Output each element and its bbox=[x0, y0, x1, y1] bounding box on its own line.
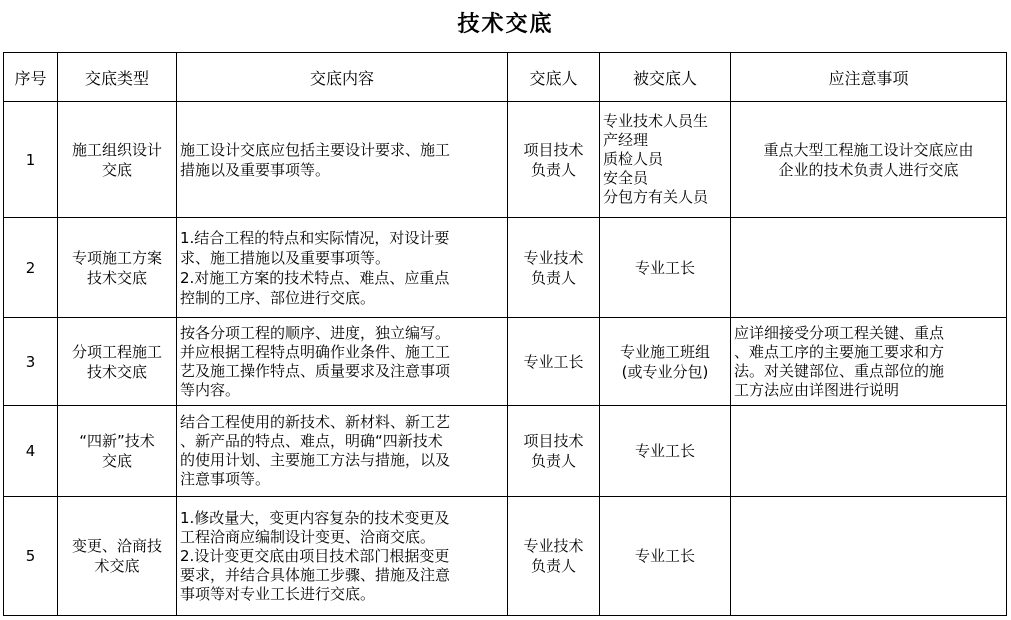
cell-by: 专业工长 bbox=[508, 318, 600, 406]
cell-by: 专业技术 负责人 bbox=[508, 218, 600, 318]
cell-type: “四新”技术 交底 bbox=[58, 406, 177, 497]
header-by: 交底人 bbox=[508, 53, 600, 102]
table-row bbox=[4, 497, 1007, 616]
cell-no: 4 bbox=[4, 406, 58, 497]
cell-type: 专项施工方案 技术交底 bbox=[58, 218, 177, 318]
header-to: 被交底人 bbox=[600, 53, 731, 102]
cell-to: 专业工长 bbox=[600, 218, 731, 318]
header-content: 交底内容 bbox=[177, 53, 508, 102]
table-row bbox=[4, 218, 1007, 318]
cell-to: 专业技术人员生 产经理 质检人员 安全员 分包方有关人员 bbox=[600, 102, 731, 218]
technical-disclosure-table bbox=[3, 52, 1007, 616]
cell-by: 专业技术 负责人 bbox=[508, 497, 600, 616]
cell-notes: 应详细接受分项工程关键、重点 、难点工序的主要施工要求和方 法。对关键部位、重点部位的施 工方法应由详图进行说明 bbox=[731, 318, 1007, 406]
cell-notes bbox=[731, 218, 1007, 318]
header-no: 序号 bbox=[4, 53, 58, 102]
cell-to: 专业工长 bbox=[600, 497, 731, 616]
cell-type: 变更、洽商技 术交底 bbox=[58, 497, 177, 616]
cell-content: 按各分项工程的顺序、进度，独立编写。 并应根据工程特点明确作业条件、施工工 艺及施工操作特点、质量要求及注意事项 等内容。 bbox=[177, 318, 508, 406]
header-notes: 应注意事项 bbox=[731, 53, 1007, 102]
cell-content: 施工设计交底应包括主要设计要求、施工 措施以及重要事项等。 bbox=[177, 102, 508, 218]
cell-by: 项目技术 负责人 bbox=[508, 406, 600, 497]
cell-type: 施工组织设计 交底 bbox=[58, 102, 177, 218]
cell-notes: 重点大型工程施工设计交底应由 企业的技术负责人进行交底 bbox=[731, 102, 1007, 218]
cell-no: 1 bbox=[4, 102, 58, 218]
cell-content: 1.结合工程的特点和实际情况，对设计要 求、施工措施以及重要事项等。 2.对施工方案的技术特点、难点、应重点 控制的工序、部位进行交底。 bbox=[177, 218, 508, 318]
cell-no: 3 bbox=[4, 318, 58, 406]
table-row bbox=[4, 406, 1007, 497]
cell-by: 项目技术 负责人 bbox=[508, 102, 600, 218]
cell-to: 专业施工班组 (或专业分包) bbox=[600, 318, 731, 406]
header-type: 交底类型 bbox=[58, 53, 177, 102]
table-header-row bbox=[4, 53, 1007, 102]
table-row bbox=[4, 102, 1007, 218]
table-row bbox=[4, 318, 1007, 406]
cell-content: 1.修改量大，变更内容复杂的技术变更及 工程洽商应编制设计变更、洽商交底。 2.设计变更交底由项目技术部门根据变更 要求，并结合具体施工步骤、措施及注意 事项等对专业工长进行交底。 bbox=[177, 497, 508, 616]
cell-to: 专业工长 bbox=[600, 406, 731, 497]
document-title: 技术交底 bbox=[457, 11, 554, 37]
cell-no: 5 bbox=[4, 497, 58, 616]
cell-content: 结合工程使用的新技术、新材料、新工艺 、新产品的特点、难点，明确“四新技术 的使用计划、主要施工方法与措施，以及 注意事项等。 bbox=[177, 406, 508, 497]
cell-notes bbox=[731, 497, 1007, 616]
cell-no: 2 bbox=[4, 218, 58, 318]
cell-notes bbox=[731, 406, 1007, 497]
cell-type: 分项工程施工 技术交底 bbox=[58, 318, 177, 406]
